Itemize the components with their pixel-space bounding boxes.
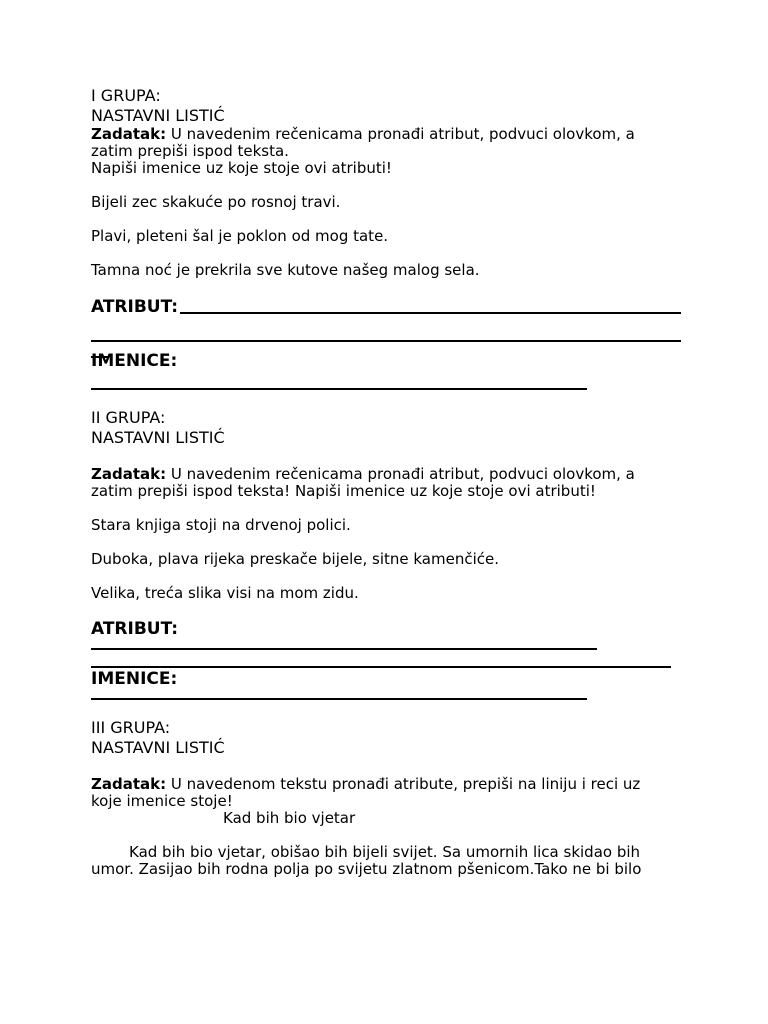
group-1-sheet-title: NASTAVNI LISTIĆ — [91, 106, 225, 125]
group-3-task-line-2: koje imenice stoje! — [91, 792, 233, 810]
group-2-imenice-row — [91, 668, 681, 690]
task-label: Zadatak: — [91, 125, 167, 143]
atribut-label: ATRIBUT: — [91, 297, 179, 317]
group-3-title: III GRUPA: — [91, 718, 171, 737]
group-2-atribut-row — [91, 618, 681, 640]
story-line-2: umor. Zasijao bih rodna polja po svijetu zlatnom pšenicom.Tako ne bi bilo — [91, 860, 642, 878]
group-1-sentence-2: Plavi, pleteni šal je poklon od mog tate. — [91, 227, 389, 245]
group-1-task-line-1 — [91, 126, 681, 143]
group-1-title: I GRUPA: — [91, 86, 161, 105]
answer-line — [180, 312, 681, 314]
story-line-1: Kad bih bio vjetar, obišao bih bijeli svijet. Sa umornih lica skidao bih — [129, 843, 641, 861]
task-label: Zadatak: — [91, 775, 167, 793]
group-2-task-line-2: zatim prepiši ispod teksta! Napiši imenice uz koje stoje ovi atributi! — [91, 482, 596, 500]
group-1-task-line-2: zatim prepiši ispod teksta. — [91, 142, 289, 160]
task-text: U navedenom tekstu pronađi atribute, prepiši na liniju i reci uz — [166, 775, 641, 793]
group-1-atribut-row — [91, 296, 681, 318]
group-2-sentence-3: Velika, treća slika visi na mom zidu. — [91, 584, 359, 602]
group-3-sheet-title: NASTAVNI LISTIĆ — [91, 738, 225, 757]
group-3-task-line-1 — [91, 776, 681, 793]
answer-line — [91, 318, 681, 342]
task-text: U navedenim rečenicama pronađi atribut, podvuci olovkom, a — [166, 125, 635, 143]
imenice-label: IMENICE: — [91, 669, 178, 689]
atribut-label: ATRIBUT: — [91, 619, 179, 639]
answer-line — [91, 650, 671, 668]
group-1-sentence-1: Bijeli zec skakuće po rosnoj travi. — [91, 193, 341, 211]
group-2-title: II GRUPA: — [91, 408, 166, 427]
answer-line — [91, 690, 587, 700]
story-title: Kad bih bio vjetar — [223, 809, 356, 827]
task-text: U navedenim rečenicama pronađi atribut, podvuci olovkom, a — [166, 465, 635, 483]
group-1-imenice-row — [91, 350, 681, 372]
answer-line — [91, 372, 587, 390]
group-2-task-line-1 — [91, 466, 681, 483]
group-2-sentence-2: Duboka, plava rijeka preskače bijele, sitne kamenčiće. — [91, 550, 500, 568]
group-2-sheet-title: NASTAVNI LISTIĆ — [91, 428, 225, 447]
group-1-task-line-3: Napiši imenice uz koje stoje ovi atributi! — [91, 159, 392, 177]
task-label: Zadatak: — [91, 465, 167, 483]
worksheet-page — [91, 86, 681, 878]
answer-line — [91, 640, 597, 650]
group-3-section — [91, 718, 681, 878]
group-1-sentence-3: Tamna noć je prekrila sve kutove našeg malog sela. — [91, 261, 480, 279]
group-1-section — [91, 86, 681, 390]
group-2-section — [91, 408, 681, 700]
imenice-label: IMENICE: — [91, 351, 178, 371]
group-2-sentence-1: Stara knjiga stoji na drvenoj polici. — [91, 516, 351, 534]
